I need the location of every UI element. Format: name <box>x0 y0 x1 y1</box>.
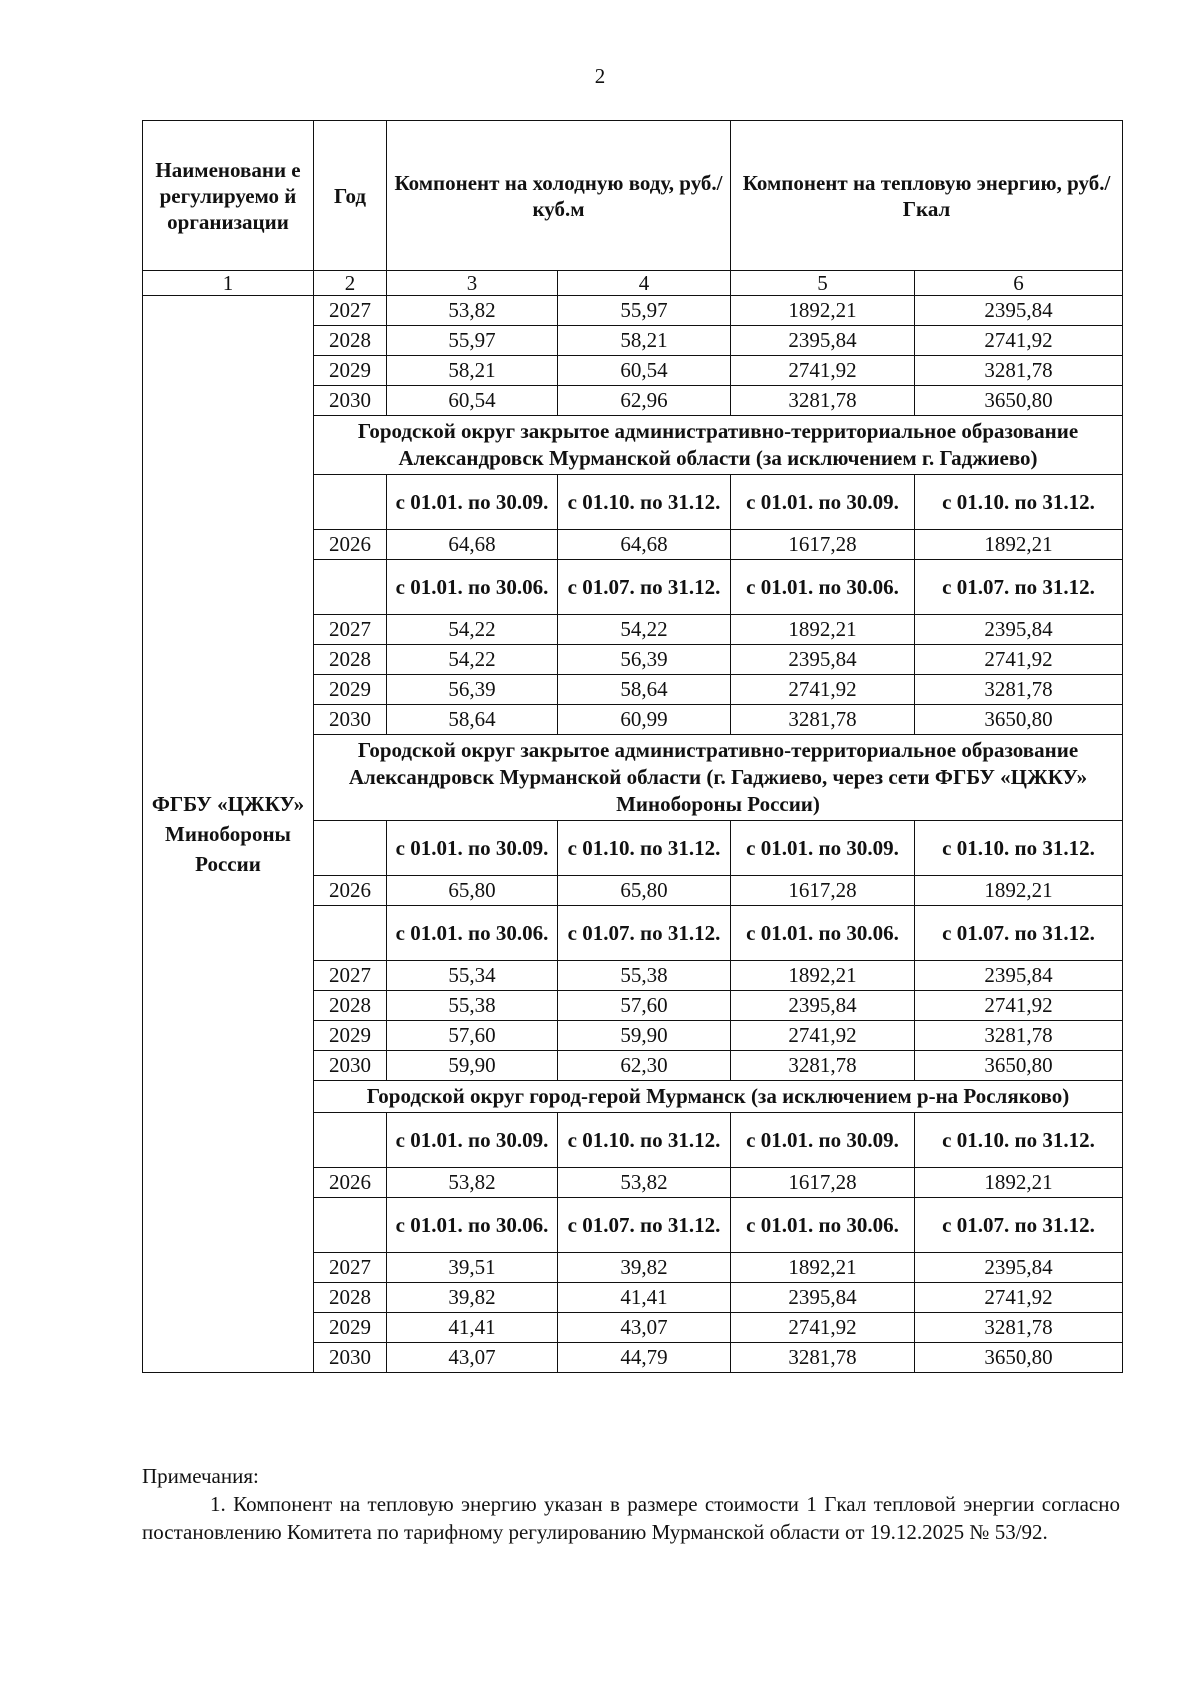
value-cell: 3650,80 <box>915 1051 1123 1081</box>
period-cell: с 01.10. по 31.12. <box>558 821 731 876</box>
value-cell: 57,60 <box>558 991 731 1021</box>
value-cell: 53,82 <box>558 1168 731 1198</box>
value-cell: 1892,21 <box>731 615 915 645</box>
period-cell: с 01.01. по 30.09. <box>387 1113 558 1168</box>
value-cell: 2395,84 <box>731 645 915 675</box>
value-cell: 2741,92 <box>731 356 915 386</box>
period-cell: с 01.01. по 30.06. <box>387 1198 558 1253</box>
value-cell: 1892,21 <box>915 876 1123 906</box>
notes-title: Примечания: <box>142 1464 259 1488</box>
value-cell: 53,82 <box>387 296 558 326</box>
value-cell: 62,30 <box>558 1051 731 1081</box>
value-cell: 2395,84 <box>915 615 1123 645</box>
empty-year-cell <box>314 1113 387 1168</box>
value-cell: 2741,92 <box>731 675 915 705</box>
period-cell: с 01.07. по 31.12. <box>558 906 731 961</box>
period-cell: с 01.07. по 31.12. <box>915 906 1123 961</box>
table-header-row <box>143 121 1123 271</box>
year-cell: 2028 <box>314 645 387 675</box>
period-cell: с 01.01. по 30.09. <box>731 475 915 530</box>
value-cell: 62,96 <box>558 386 731 416</box>
section-title: Городской округ закрытое административно-территориальное образование Александровск Мурманской области (г. Гаджиево, через сети ФГБУ «ЦЖКУ» Минобороны России) <box>314 735 1123 821</box>
column-number-row <box>143 271 1123 296</box>
value-cell: 2741,92 <box>915 645 1123 675</box>
value-cell: 1617,28 <box>731 530 915 560</box>
empty-year-cell <box>314 475 387 530</box>
value-cell: 56,39 <box>558 645 731 675</box>
period-cell: с 01.01. по 30.09. <box>731 821 915 876</box>
value-cell: 59,90 <box>387 1051 558 1081</box>
column-number: 4 <box>558 271 731 296</box>
value-cell: 54,22 <box>558 615 731 645</box>
value-cell: 53,82 <box>387 1168 558 1198</box>
value-cell: 60,54 <box>558 356 731 386</box>
value-cell: 55,38 <box>558 961 731 991</box>
column-number: 2 <box>314 271 387 296</box>
value-cell: 3281,78 <box>915 356 1123 386</box>
value-cell: 3281,78 <box>731 705 915 735</box>
year-cell: 2026 <box>314 530 387 560</box>
notes <box>142 1462 1120 1546</box>
value-cell: 2395,84 <box>915 961 1123 991</box>
value-cell: 2395,84 <box>915 296 1123 326</box>
value-cell: 1617,28 <box>731 876 915 906</box>
year-cell: 2030 <box>314 1343 387 1373</box>
value-cell: 65,80 <box>558 876 731 906</box>
year-cell: 2027 <box>314 1253 387 1283</box>
value-cell: 65,80 <box>387 876 558 906</box>
value-cell: 2741,92 <box>731 1021 915 1051</box>
value-cell: 43,07 <box>387 1343 558 1373</box>
year-cell: 2029 <box>314 356 387 386</box>
value-cell: 1892,21 <box>731 296 915 326</box>
value-cell: 1892,21 <box>915 1168 1123 1198</box>
value-cell: 58,64 <box>387 705 558 735</box>
year-cell: 2026 <box>314 876 387 906</box>
period-cell: с 01.01. по 30.06. <box>731 1198 915 1253</box>
period-cell: с 01.01. по 30.09. <box>387 821 558 876</box>
organization-name: ФГБУ «ЦЖКУ» Минобороны России <box>143 296 314 1373</box>
value-cell: 58,64 <box>558 675 731 705</box>
year-cell: 2026 <box>314 1168 387 1198</box>
column-number: 1 <box>143 271 314 296</box>
value-cell: 60,99 <box>558 705 731 735</box>
section-title: Городской округ город-герой Мурманск (за исключением р-на Росляково) <box>314 1081 1123 1113</box>
value-cell: 1892,21 <box>731 1253 915 1283</box>
empty-year-cell <box>314 906 387 961</box>
period-cell: с 01.01. по 30.09. <box>387 475 558 530</box>
value-cell: 43,07 <box>558 1313 731 1343</box>
value-cell: 56,39 <box>387 675 558 705</box>
value-cell: 3650,80 <box>915 386 1123 416</box>
value-cell: 55,34 <box>387 961 558 991</box>
column-number: 6 <box>915 271 1123 296</box>
empty-year-cell <box>314 821 387 876</box>
period-cell: с 01.01. по 30.06. <box>731 560 915 615</box>
year-cell: 2030 <box>314 705 387 735</box>
value-cell: 57,60 <box>387 1021 558 1051</box>
period-cell: с 01.10. по 31.12. <box>915 1113 1123 1168</box>
value-cell: 64,68 <box>558 530 731 560</box>
value-cell: 2395,84 <box>915 1253 1123 1283</box>
period-cell: с 01.07. по 31.12. <box>915 1198 1123 1253</box>
period-cell: с 01.01. по 30.06. <box>731 906 915 961</box>
value-cell: 60,54 <box>387 386 558 416</box>
value-cell: 2741,92 <box>915 326 1123 356</box>
period-cell: с 01.10. по 31.12. <box>558 475 731 530</box>
value-cell: 1892,21 <box>915 530 1123 560</box>
header-cold-water: Компонент на холодную воду, руб./куб.м <box>387 121 731 271</box>
period-cell: с 01.10. по 31.12. <box>558 1113 731 1168</box>
value-cell: 39,82 <box>387 1283 558 1313</box>
value-cell: 55,97 <box>558 296 731 326</box>
year-cell: 2028 <box>314 1283 387 1313</box>
value-cell: 41,41 <box>387 1313 558 1343</box>
value-cell: 41,41 <box>558 1283 731 1313</box>
year-cell: 2028 <box>314 991 387 1021</box>
column-number: 3 <box>387 271 558 296</box>
value-cell: 44,79 <box>558 1343 731 1373</box>
value-cell: 2741,92 <box>915 991 1123 1021</box>
value-cell: 3281,78 <box>915 675 1123 705</box>
table-row <box>143 296 1123 326</box>
period-cell: с 01.01. по 30.09. <box>731 1113 915 1168</box>
value-cell: 3281,78 <box>731 1051 915 1081</box>
column-number: 5 <box>731 271 915 296</box>
value-cell: 58,21 <box>558 326 731 356</box>
period-cell: с 01.01. по 30.06. <box>387 560 558 615</box>
year-cell: 2030 <box>314 386 387 416</box>
value-cell: 3281,78 <box>915 1021 1123 1051</box>
year-cell: 2029 <box>314 1313 387 1343</box>
value-cell: 55,38 <box>387 991 558 1021</box>
period-cell: с 01.10. по 31.12. <box>915 821 1123 876</box>
header-year: Год <box>314 121 387 271</box>
value-cell: 2395,84 <box>731 326 915 356</box>
value-cell: 64,68 <box>387 530 558 560</box>
note-item: 1. Компонент на тепловую энергию указан в размере стоимости 1 Гкал тепловой энергии согласно постановлению Комитета по тарифному регулированию Мурманской области от 19.12.2025 № 53/92. <box>142 1492 1120 1544</box>
value-cell: 39,51 <box>387 1253 558 1283</box>
year-cell: 2027 <box>314 296 387 326</box>
period-cell: с 01.07. по 31.12. <box>558 1198 731 1253</box>
value-cell: 54,22 <box>387 645 558 675</box>
value-cell: 2395,84 <box>731 1283 915 1313</box>
header-org: Наименовани е регулируемо й организации <box>143 121 314 271</box>
empty-year-cell <box>314 1198 387 1253</box>
value-cell: 2741,92 <box>731 1313 915 1343</box>
period-cell: с 01.07. по 31.12. <box>558 560 731 615</box>
year-cell: 2030 <box>314 1051 387 1081</box>
value-cell: 54,22 <box>387 615 558 645</box>
value-cell: 2395,84 <box>731 991 915 1021</box>
year-cell: 2028 <box>314 326 387 356</box>
header-heat: Компонент на тепловую энергию, руб./Гкал <box>731 121 1123 271</box>
empty-year-cell <box>314 560 387 615</box>
page-number: 2 <box>594 64 606 88</box>
value-cell: 3281,78 <box>915 1313 1123 1343</box>
section-title: Городской округ закрытое административно-территориальное образование Александровск Мурманской области (за исключением г. Гаджиево) <box>314 416 1123 475</box>
year-cell: 2027 <box>314 615 387 645</box>
value-cell: 58,21 <box>387 356 558 386</box>
value-cell: 3281,78 <box>731 386 915 416</box>
period-cell: с 01.01. по 30.06. <box>387 906 558 961</box>
tariff-table <box>142 120 1123 1373</box>
value-cell: 3281,78 <box>731 1343 915 1373</box>
year-cell: 2029 <box>314 1021 387 1051</box>
value-cell: 1617,28 <box>731 1168 915 1198</box>
value-cell: 1892,21 <box>731 961 915 991</box>
value-cell: 2741,92 <box>915 1283 1123 1313</box>
value-cell: 59,90 <box>558 1021 731 1051</box>
year-cell: 2029 <box>314 675 387 705</box>
value-cell: 39,82 <box>558 1253 731 1283</box>
period-cell: с 01.10. по 31.12. <box>915 475 1123 530</box>
value-cell: 3650,80 <box>915 1343 1123 1373</box>
period-cell: с 01.07. по 31.12. <box>915 560 1123 615</box>
year-cell: 2027 <box>314 961 387 991</box>
value-cell: 55,97 <box>387 326 558 356</box>
value-cell: 3650,80 <box>915 705 1123 735</box>
